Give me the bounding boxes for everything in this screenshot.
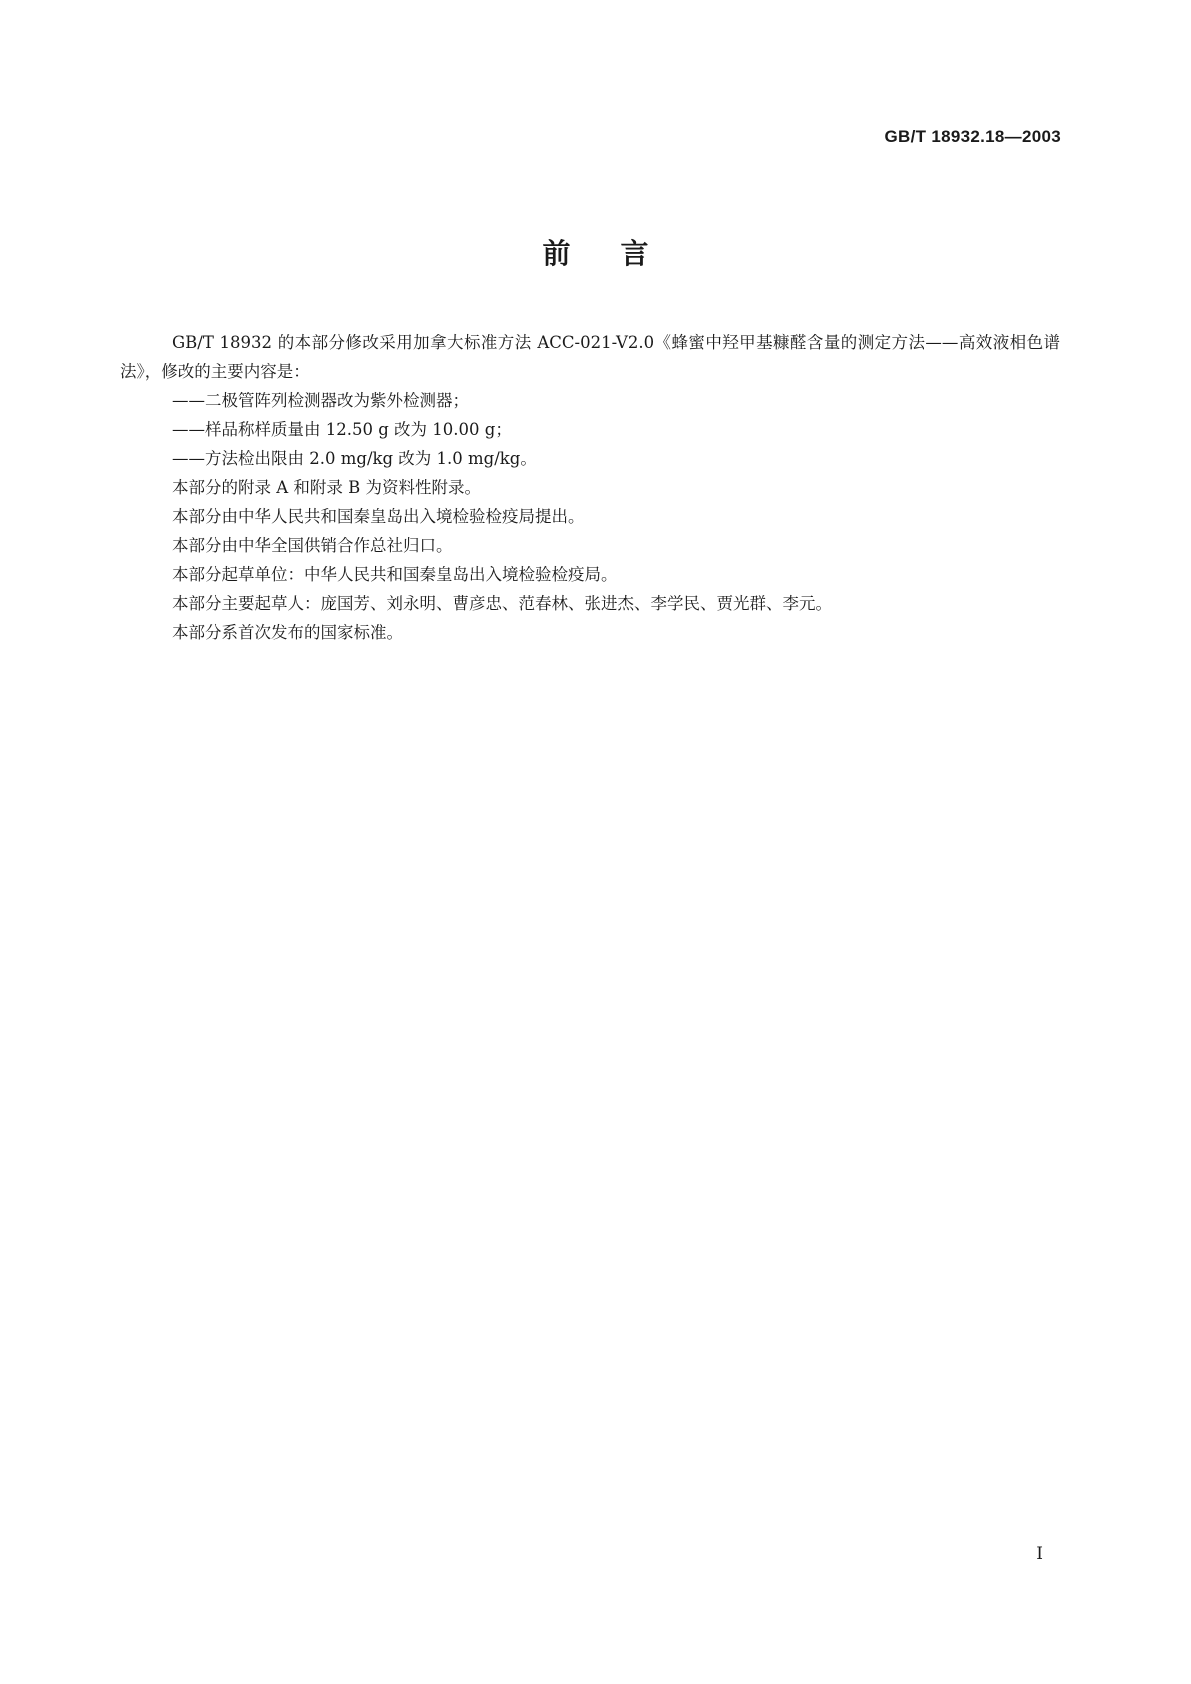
foreword-paragraph: 本部分主要起草人：庞国芳、刘永明、曹彦忠、范春林、张进杰、李学民、贾光群、李元。 (172, 594, 832, 613)
modification-item: ——方法检出限由 2.0 mg/kg 改为 1.0 mg/kg。 (172, 449, 537, 468)
foreword-paragraph: 本部分系首次发布的国家标准。 (172, 623, 403, 642)
standard-number: GB/T 18932.18—2003 (884, 127, 1061, 146)
foreword-paragraph: 本部分由中华人民共和国秦皇岛出入境检验检疫局提出。 (172, 507, 585, 526)
foreword-paragraph: 本部分的附录 A 和附录 B 为资料性附录。 (172, 478, 482, 497)
foreword-body (120, 328, 1060, 647)
foreword-paragraph: 本部分由中华全国供销合作总社归口。 (172, 536, 453, 555)
modification-item: ——样品称样质量由 12.50 g 改为 10.00 g； (172, 420, 512, 439)
foreword-paragraph: GB/T 18932 的本部分修改采用加拿大标准方法 ACC-021-V2.0《蜂蜜中羟甲基糠醛含量的测定方法——高效液相色谱法》，修改的主要内容是： (120, 333, 1060, 381)
modification-item: ——二极管阵列检测器改为紫外检测器； (172, 391, 469, 410)
foreword-paragraph: 本部分起草单位：中华人民共和国秦皇岛出入境检验检疫局。 (172, 565, 618, 584)
page-title: 前言 (542, 237, 699, 270)
page-number: I (1036, 1544, 1043, 1564)
